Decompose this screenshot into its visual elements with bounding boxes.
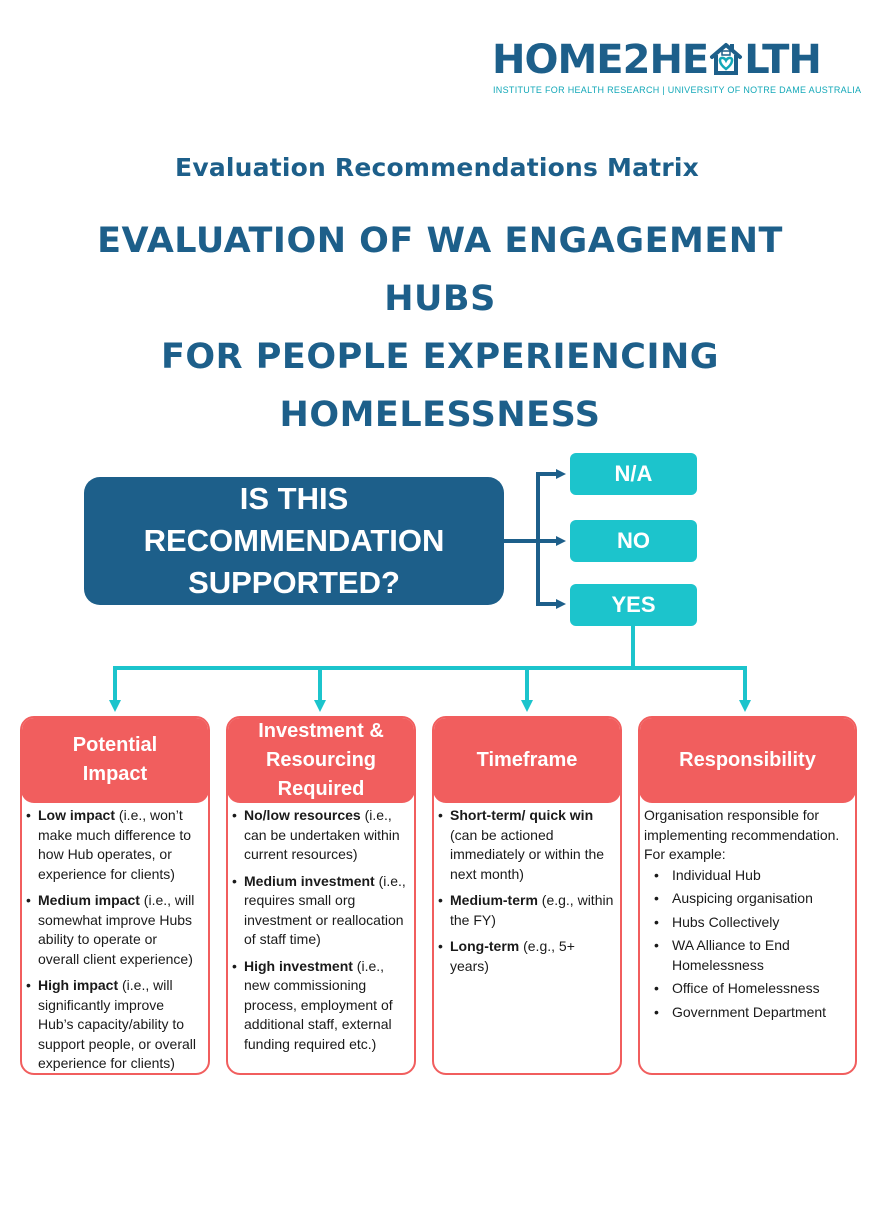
column-header-line: Potential xyxy=(72,734,158,756)
list-item: • WA Alliance to End Homelessness xyxy=(652,936,849,975)
item-label: Long-term xyxy=(450,938,520,954)
list-item xyxy=(438,937,614,976)
answer-no-box: NO xyxy=(570,520,697,562)
list-item xyxy=(26,806,202,884)
item-description: (i.e., can be undertaken within current resources) xyxy=(244,807,400,862)
list-item xyxy=(438,891,614,930)
impact-column xyxy=(20,716,210,1075)
page-title xyxy=(40,212,840,444)
question-line: SUPPORTED? xyxy=(188,565,400,600)
column-header-line: Required xyxy=(277,777,365,800)
investment-column-body xyxy=(228,806,414,1061)
list-item xyxy=(232,957,408,1055)
list-item xyxy=(26,976,202,1074)
home2health-logo xyxy=(492,37,862,98)
investment-column-header xyxy=(227,717,415,803)
item-label: Medium-term xyxy=(450,892,538,908)
item-label: Low impact xyxy=(38,807,116,823)
item-label: No/low resources xyxy=(244,807,361,823)
item-label: Medium impact xyxy=(38,892,140,908)
column-header-line: Resourcing xyxy=(265,748,377,771)
page-subtitle: Evaluation Recommendations Matrix xyxy=(175,153,699,182)
impact-column-header xyxy=(21,717,209,803)
logo-word-start: HOME2HE xyxy=(492,37,709,83)
house-heart-icon xyxy=(709,40,743,74)
item-description: (can be actioned immediately or within the next month) xyxy=(450,826,605,882)
item-description: (i.e., will significantly improve Hub’s capacity/ability to support people, or overall experience for clients) xyxy=(38,977,196,1071)
column-header-line: Investment & xyxy=(258,719,384,742)
answer-na-box: N/A xyxy=(570,453,697,495)
list-item: • Hubs Collectively xyxy=(652,913,849,933)
responsibility-column-header xyxy=(639,717,856,803)
item-description: (i.e., requires small org investment or reallocation of staff time) xyxy=(244,872,406,947)
logo-wordmark xyxy=(492,38,821,82)
question-line: RECOMMENDATION xyxy=(143,523,445,558)
title-line: HOMELESSNESS xyxy=(279,395,601,435)
item-label: Medium investment xyxy=(244,872,375,889)
responsibility-column xyxy=(638,716,857,1075)
list-item xyxy=(438,806,614,884)
item-description: (i.e., will somewhat improve Hubs ability to operate or overall client experience) xyxy=(38,892,195,967)
item-label: High investment xyxy=(244,957,353,974)
investment-column xyxy=(226,716,416,1075)
responsibility-column-body xyxy=(640,806,855,1026)
list-item: • Government Department xyxy=(652,1003,849,1023)
title-line: FOR PEOPLE EXPERIENCING xyxy=(160,337,720,377)
list-item xyxy=(232,872,408,950)
question-box xyxy=(84,477,504,605)
item-description: (e.g., 5+ years) xyxy=(450,938,575,974)
title-line: EVALUATION OF WA ENGAGEMENT HUBS xyxy=(97,221,783,319)
logo-tagline: INSTITUTE FOR HEALTH RESEARCH | UNIVERSITY OF NOTRE DAME AUSTRALIA xyxy=(493,85,862,95)
column-header-line: Timeframe xyxy=(476,748,578,771)
item-description: (i.e., new commissioning process, employment of additional staff, external funding required etc.) xyxy=(244,957,393,1052)
question-line: IS THIS xyxy=(239,481,349,516)
answer-yes-box: YES xyxy=(570,584,697,626)
list-item: • Office of Homelessness xyxy=(652,979,849,999)
responsibility-intro: Organisation responsible for implementing recommendation. For example: xyxy=(644,807,840,862)
column-header-line: Responsibility xyxy=(679,748,816,771)
list-item xyxy=(232,806,408,865)
list-item: • Individual Hub xyxy=(652,866,849,886)
list-item: • Auspicing organisation xyxy=(652,889,849,909)
impact-column-body xyxy=(22,806,208,1075)
timeframe-column xyxy=(432,716,622,1075)
column-header-line: Impact xyxy=(82,763,148,785)
timeframe-column-body xyxy=(434,806,620,983)
list-item xyxy=(26,891,202,969)
item-description: (e.g., within the FY) xyxy=(450,892,614,928)
timeframe-column-header xyxy=(433,717,621,803)
logo-word-end: LTH xyxy=(744,37,821,83)
item-label: Short-term/ quick win xyxy=(450,807,594,823)
item-description: (i.e., won’t make much difference to how Hub operates, or experience for clients) xyxy=(38,807,192,882)
item-label: High impact xyxy=(38,977,119,993)
